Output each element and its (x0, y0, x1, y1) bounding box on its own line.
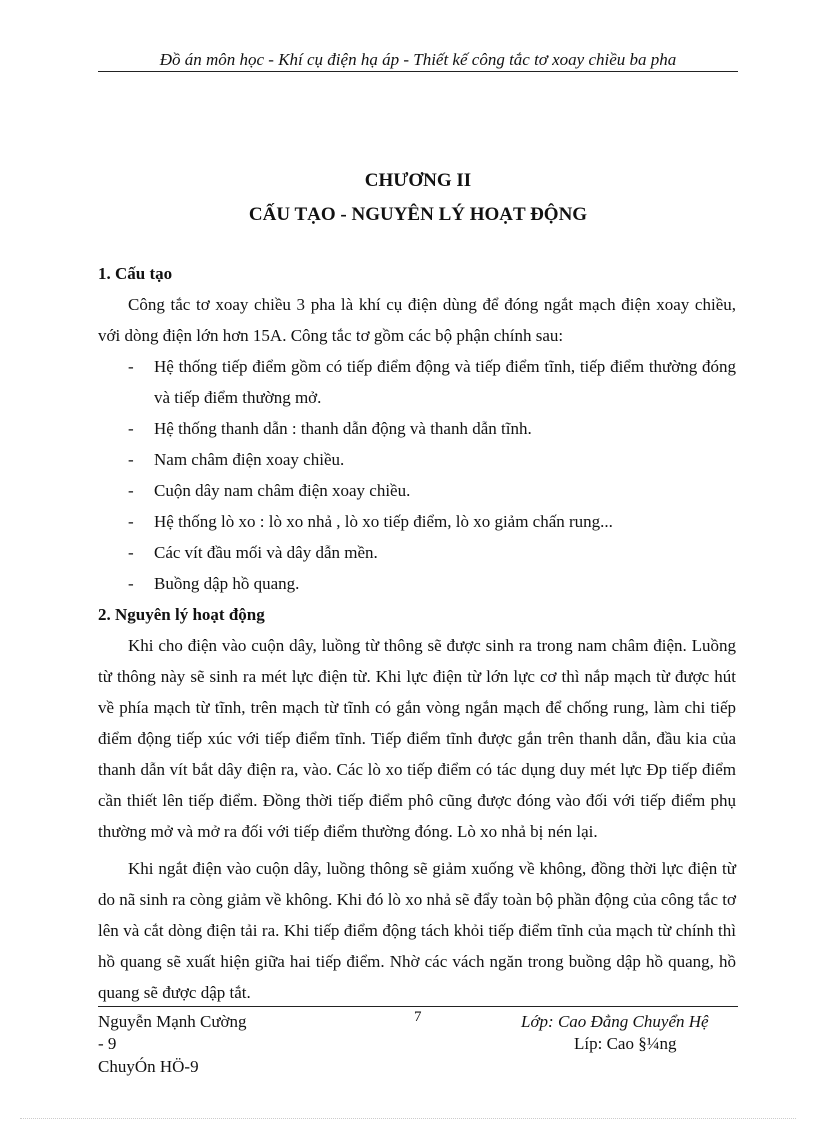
list-item-text: Hệ thống lò xo : lò xo nhả , lò xo tiếp điểm, lò xo giảm chấn rung... (154, 512, 613, 531)
list-item (98, 413, 736, 444)
bullet-dash: - (128, 574, 134, 593)
footer-author: Nguyễn Mạnh Cường (98, 1012, 247, 1031)
bullet-dash: - (128, 512, 134, 531)
list-item-text: Buồng dập hồ quang. (154, 574, 300, 593)
paragraph: Công tắc tơ xoay chiều 3 pha là khí cụ điện dùng để đóng ngắt mạch điện xoay chiều, với dòng điện lớn hơn 15A. Công tắc tơ gồm các bộ phận chính sau: (98, 295, 736, 345)
list-item (98, 475, 736, 506)
list-item-text: Hệ thống thanh dẫn : thanh dẫn động và thanh dẫn tĩnh. (154, 419, 532, 438)
paragraph: Khi ngắt điện vào cuộn dây, luồng thông sẽ giảm xuống về không, đồng thời lực điện từ do nã sinh ra còng giảm về không. Khi đó lò xo nhả sẽ đẩy toàn bộ phần động của công tắc tơ lên và cắt dòng điện tải ra. Khi tiếp điểm động tách khỏi tiếp điểm tĩnh của mạch từ chính thì hồ quang sẽ xuất hiện giữa hai tiếp điểm. Nhờ các vách ngăn trong buồng dập hồ quang, hồ quang sẽ được dập tắt. (98, 859, 736, 1002)
chapter-number: CHƯƠNG II (364, 170, 472, 191)
page-bottom-divider (20, 1118, 796, 1119)
paragraph: Khi cho điện vào cuộn dây, luồng từ thông sẽ được sinh ra trong nam châm điện. Luồng từ thông này sẽ sinh ra mét lực điện từ. Khi lực điện từ lớn lực cơ thì nắp mạch từ được hút về phía mạch từ tĩnh, trên mạch từ tĩnh có gắn vòng ngắn mạch để chống rung, làm chi tiếp điểm động tiếp xúc với tiếp điểm tĩnh. Tiếp điểm tĩnh được gắn trên thanh dẫn, đầu kia của thanh dẫn vít bắt dây điện ra, vào. Các lò xo tiếp điểm có tác dụng duy mét lực Đp tiếp điểm cần thiết lên tiếp điểm. Đồng thời tiếp điểm phô cũng được đóng vào đối với tiếp điểm phụ thường mở và mở ra đối với tiếp điểm thường đóng. Lò xo nhả bị nén lại. (98, 636, 736, 841)
footer-class: Lớp: Cao Đẳng Chuyển Hệ (521, 1012, 709, 1031)
component-list (98, 351, 736, 599)
body-text (98, 258, 736, 1008)
chapter-title: CẤU TẠO - NGUYÊN LÝ HOẠT ĐỘNG (248, 204, 588, 225)
section-heading-structure: 1. Cấu tạo (98, 264, 173, 283)
list-item (98, 444, 736, 475)
footer-dept: ChuyÓn HÖ-9 (98, 1057, 199, 1076)
list-item-text: Các vít đầu mối và dây dẫn mền. (154, 543, 378, 562)
footer-rule (98, 1006, 738, 1007)
footer-class-suffix: - 9 (98, 1034, 117, 1053)
running-header: Đồ án môn học - Khí cụ điện hạ áp - Thiết kế công tắc tơ xoay chiều ba pha (159, 50, 677, 69)
list-item (98, 568, 736, 599)
section-heading-principle: 2. Nguyên lý hoạt động (98, 605, 265, 624)
header-rule (98, 71, 738, 72)
list-item (98, 506, 736, 537)
bullet-dash: - (128, 357, 134, 376)
bullet-dash: - (128, 450, 134, 469)
list-item-text: Hệ thống tiếp điểm gồm có tiếp điểm động và tiếp điểm tĩnh, tiếp điểm thường đóng và tiếp điểm thường mở. (154, 357, 736, 407)
page-number: 7 (414, 1009, 422, 1025)
list-item-text: Nam châm điện xoay chiều. (154, 450, 345, 469)
footer-class-garbled: Líp: Cao §¼ng (574, 1034, 677, 1053)
list-item (98, 351, 736, 413)
list-item (98, 537, 736, 568)
bullet-dash: - (128, 419, 134, 438)
bullet-dash: - (128, 543, 134, 562)
bullet-dash: - (128, 481, 134, 500)
list-item-text: Cuộn dây nam châm điện xoay chiều. (154, 481, 411, 500)
